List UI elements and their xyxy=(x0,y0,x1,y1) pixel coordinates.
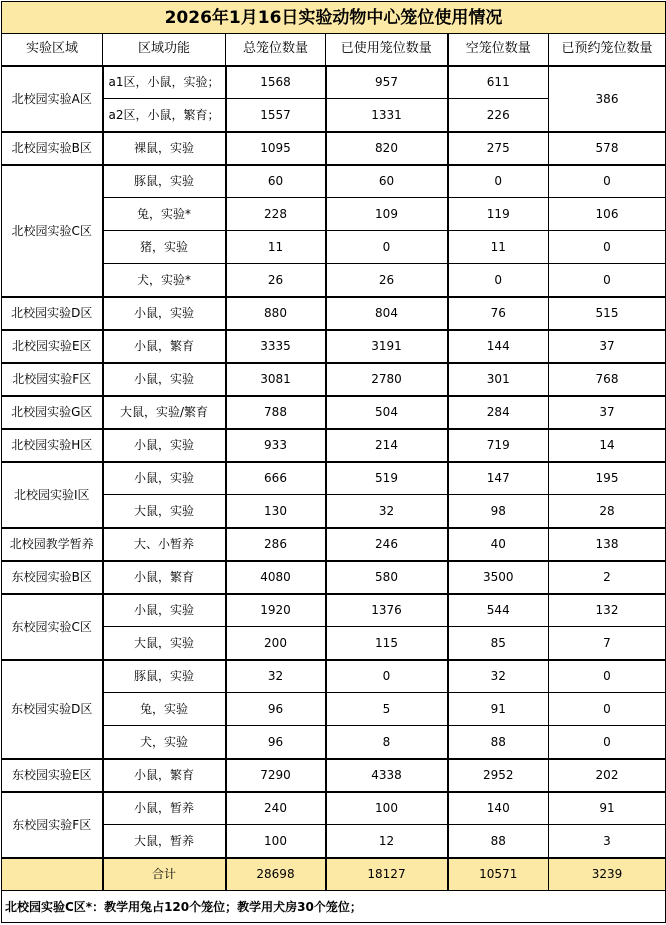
used-cell: 12 xyxy=(326,825,448,858)
zone-cell: 东校园实验F区 xyxy=(2,792,103,858)
function-cell: 大鼠，实验 xyxy=(103,495,226,528)
empty-cell: 140 xyxy=(448,792,549,825)
total-cell: 7290 xyxy=(226,759,326,792)
total-cell: 1095 xyxy=(226,132,326,165)
used-cell: 519 xyxy=(326,462,448,495)
function-cell: 犬，实验* xyxy=(103,264,226,297)
total-cell: 200 xyxy=(226,627,326,660)
used-cell: 5 xyxy=(326,693,448,726)
function-cell: 豚鼠，实验 xyxy=(103,660,226,693)
used-cell: 804 xyxy=(326,297,448,330)
function-cell: 小鼠，繁育 xyxy=(103,561,226,594)
empty-cell: 32 xyxy=(448,660,549,693)
function-cell: 犬，实验 xyxy=(103,726,226,759)
zone-cell: 东校园实验E区 xyxy=(2,759,103,792)
total-cell: 96 xyxy=(226,693,326,726)
function-cell: 大鼠，实验/繁育 xyxy=(103,396,226,429)
reserved-cell: 2 xyxy=(549,561,666,594)
table-row xyxy=(2,594,666,627)
table-row xyxy=(2,528,666,561)
function-cell: 小鼠，繁育 xyxy=(103,759,226,792)
table-row xyxy=(2,297,666,330)
table-row xyxy=(2,396,666,429)
reserved-cell: 37 xyxy=(549,330,666,363)
total-cell: 130 xyxy=(226,495,326,528)
function-cell: 大鼠，暂养 xyxy=(103,825,226,858)
empty-cell: 119 xyxy=(448,198,549,231)
table-row xyxy=(2,66,666,99)
total-sum-used: 18127 xyxy=(326,858,448,891)
table-row xyxy=(2,429,666,462)
total-cell: 666 xyxy=(226,462,326,495)
function-cell: 豚鼠，实验 xyxy=(103,165,226,198)
header-empty: 空笼位数量 xyxy=(448,34,549,66)
reserved-cell: 768 xyxy=(549,363,666,396)
used-cell: 1376 xyxy=(326,594,448,627)
table-body xyxy=(2,2,666,923)
total-row xyxy=(2,858,666,891)
empty-cell: 76 xyxy=(448,297,549,330)
total-cell: 788 xyxy=(226,396,326,429)
function-cell: 小鼠，繁育 xyxy=(103,330,226,363)
header-zone: 实验区域 xyxy=(2,34,103,66)
reserved-cell: 195 xyxy=(549,462,666,495)
used-cell: 504 xyxy=(326,396,448,429)
empty-cell: 284 xyxy=(448,396,549,429)
total-sum-total: 28698 xyxy=(226,858,326,891)
zone-cell: 北校园实验E区 xyxy=(2,330,103,363)
reserved-cell: 138 xyxy=(549,528,666,561)
table-row xyxy=(2,561,666,594)
reserved-cell: 91 xyxy=(549,792,666,825)
used-cell: 115 xyxy=(326,627,448,660)
reserved-cell: 37 xyxy=(549,396,666,429)
reserved-cell: 386 xyxy=(549,66,666,132)
used-cell: 820 xyxy=(326,132,448,165)
total-cell: 26 xyxy=(226,264,326,297)
empty-cell: 11 xyxy=(448,231,549,264)
total-sum-reserved: 3239 xyxy=(549,858,666,891)
header-reserved: 已预约笼位数量 xyxy=(549,34,666,66)
zone-cell: 北校园实验G区 xyxy=(2,396,103,429)
total-cell: 228 xyxy=(226,198,326,231)
function-cell: 小鼠，实验 xyxy=(103,297,226,330)
header-row xyxy=(2,34,666,66)
empty-cell: 719 xyxy=(448,429,549,462)
note-row xyxy=(2,891,666,923)
zone-cell: 北校园实验I区 xyxy=(2,462,103,528)
empty-cell: 226 xyxy=(448,99,549,132)
reserved-cell: 578 xyxy=(549,132,666,165)
empty-cell: 144 xyxy=(448,330,549,363)
used-cell: 957 xyxy=(326,66,448,99)
used-cell: 60 xyxy=(326,165,448,198)
function-cell: a2区，小鼠，繁育； xyxy=(103,99,226,132)
cage-usage-table xyxy=(1,1,666,923)
function-cell: a1区，小鼠，实验； xyxy=(103,66,226,99)
table-row xyxy=(2,660,666,693)
total-cell: 3081 xyxy=(226,363,326,396)
empty-cell: 88 xyxy=(448,825,549,858)
function-cell: 大鼠，实验 xyxy=(103,627,226,660)
function-cell: 小鼠，实验 xyxy=(103,462,226,495)
total-cell: 100 xyxy=(226,825,326,858)
used-cell: 246 xyxy=(326,528,448,561)
function-cell: 猪，实验 xyxy=(103,231,226,264)
table-row xyxy=(2,165,666,198)
function-cell: 小鼠，实验 xyxy=(103,363,226,396)
function-cell: 大、小暂养 xyxy=(103,528,226,561)
empty-cell: 2952 xyxy=(448,759,549,792)
reserved-cell: 7 xyxy=(549,627,666,660)
total-cell: 1568 xyxy=(226,66,326,99)
table-row xyxy=(2,363,666,396)
table-row xyxy=(2,462,666,495)
reserved-cell: 202 xyxy=(549,759,666,792)
empty-cell: 611 xyxy=(448,66,549,99)
reserved-cell: 0 xyxy=(549,165,666,198)
total-cell: 933 xyxy=(226,429,326,462)
empty-cell: 91 xyxy=(448,693,549,726)
empty-cell: 544 xyxy=(448,594,549,627)
reserved-cell: 14 xyxy=(549,429,666,462)
used-cell: 109 xyxy=(326,198,448,231)
total-blank-cell xyxy=(2,858,103,891)
total-label: 合计 xyxy=(103,858,226,891)
table-row xyxy=(2,330,666,363)
header-used: 已使用笼位数量 xyxy=(326,34,448,66)
reserved-cell: 0 xyxy=(549,231,666,264)
reserved-cell: 28 xyxy=(549,495,666,528)
total-cell: 3335 xyxy=(226,330,326,363)
header-total: 总笼位数量 xyxy=(226,34,326,66)
used-cell: 32 xyxy=(326,495,448,528)
total-cell: 32 xyxy=(226,660,326,693)
total-cell: 11 xyxy=(226,231,326,264)
table-row xyxy=(2,132,666,165)
zone-cell: 北校园实验C区 xyxy=(2,165,103,297)
zone-cell: 北校园教学暂养 xyxy=(2,528,103,561)
function-cell: 兔，实验* xyxy=(103,198,226,231)
empty-cell: 88 xyxy=(448,726,549,759)
title-row xyxy=(2,2,666,34)
total-cell: 286 xyxy=(226,528,326,561)
empty-cell: 275 xyxy=(448,132,549,165)
total-cell: 96 xyxy=(226,726,326,759)
zone-cell: 北校园实验A区 xyxy=(2,66,103,132)
used-cell: 0 xyxy=(326,231,448,264)
total-cell: 880 xyxy=(226,297,326,330)
reserved-cell: 515 xyxy=(549,297,666,330)
reserved-cell: 0 xyxy=(549,264,666,297)
zone-cell: 北校园实验F区 xyxy=(2,363,103,396)
empty-cell: 85 xyxy=(448,627,549,660)
used-cell: 100 xyxy=(326,792,448,825)
used-cell: 2780 xyxy=(326,363,448,396)
empty-cell: 147 xyxy=(448,462,549,495)
used-cell: 26 xyxy=(326,264,448,297)
used-cell: 3191 xyxy=(326,330,448,363)
header-function: 区域功能 xyxy=(103,34,226,66)
empty-cell: 40 xyxy=(448,528,549,561)
used-cell: 214 xyxy=(326,429,448,462)
total-cell: 60 xyxy=(226,165,326,198)
function-cell: 小鼠，实验 xyxy=(103,594,226,627)
function-cell: 裸鼠，实验 xyxy=(103,132,226,165)
reserved-cell: 3 xyxy=(549,825,666,858)
total-sum-empty: 10571 xyxy=(448,858,549,891)
empty-cell: 0 xyxy=(448,264,549,297)
table-row xyxy=(2,759,666,792)
zone-cell: 北校园实验B区 xyxy=(2,132,103,165)
empty-cell: 301 xyxy=(448,363,549,396)
total-cell: 240 xyxy=(226,792,326,825)
footnote: 北校园实验C区*：教学用兔占120个笼位；教学用犬房30个笼位； xyxy=(2,891,666,923)
reserved-cell: 0 xyxy=(549,693,666,726)
empty-cell: 98 xyxy=(448,495,549,528)
used-cell: 4338 xyxy=(326,759,448,792)
empty-cell: 0 xyxy=(448,165,549,198)
reserved-cell: 106 xyxy=(549,198,666,231)
reserved-cell: 0 xyxy=(549,660,666,693)
used-cell: 1331 xyxy=(326,99,448,132)
empty-cell: 3500 xyxy=(448,561,549,594)
function-cell: 小鼠，实验 xyxy=(103,429,226,462)
total-cell: 1557 xyxy=(226,99,326,132)
table-row xyxy=(2,792,666,825)
zone-cell: 北校园实验H区 xyxy=(2,429,103,462)
zone-cell: 东校园实验C区 xyxy=(2,594,103,660)
used-cell: 580 xyxy=(326,561,448,594)
reserved-cell: 0 xyxy=(549,726,666,759)
function-cell: 兔，实验 xyxy=(103,693,226,726)
zone-cell: 北校园实验D区 xyxy=(2,297,103,330)
function-cell: 小鼠，暂养 xyxy=(103,792,226,825)
used-cell: 0 xyxy=(326,660,448,693)
total-cell: 4080 xyxy=(226,561,326,594)
reserved-cell: 132 xyxy=(549,594,666,627)
zone-cell: 东校园实验B区 xyxy=(2,561,103,594)
table-title: 2026年1月16日实验动物中心笼位使用情况 xyxy=(2,2,666,34)
total-cell: 1920 xyxy=(226,594,326,627)
used-cell: 8 xyxy=(326,726,448,759)
zone-cell: 东校园实验D区 xyxy=(2,660,103,759)
